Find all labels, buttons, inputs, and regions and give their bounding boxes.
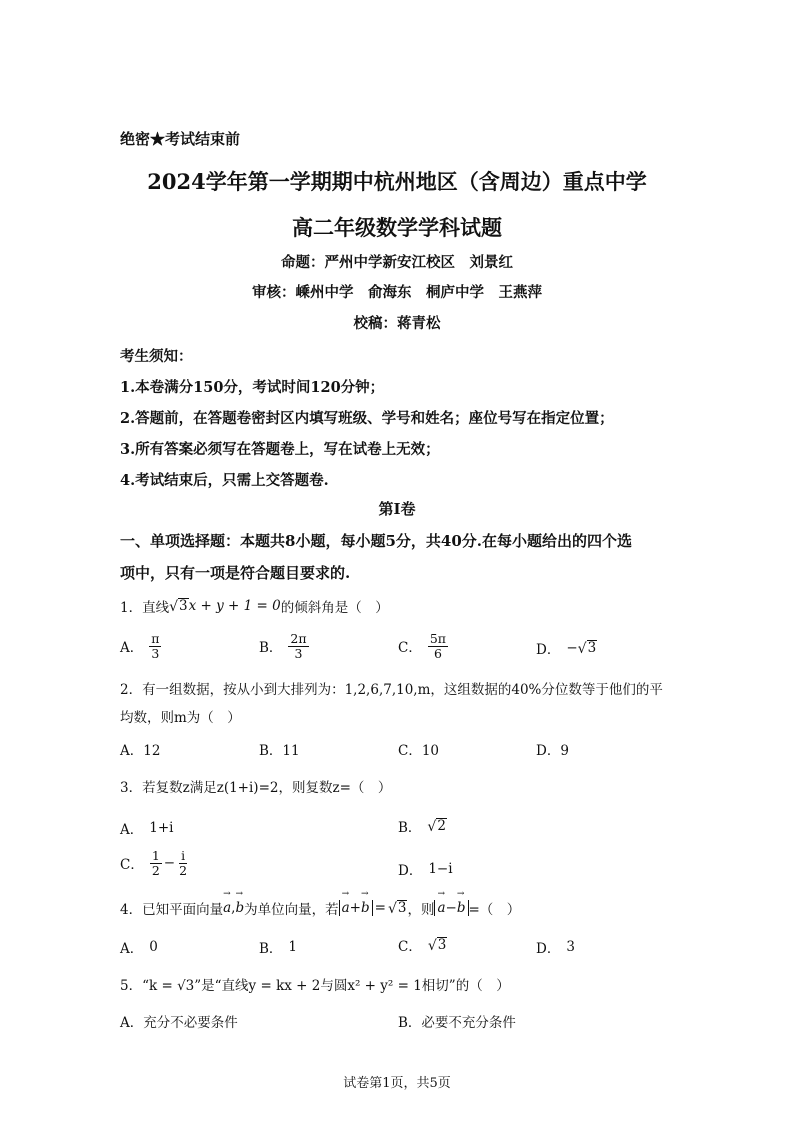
notice-item-1: 1.本卷满分150分，考试时间120分钟； bbox=[120, 379, 385, 396]
question-2-line1: 2．有一组数据，按从小到大排列为：1,2,6,7,10,m，这组数据的40%分位数等于他们的平 bbox=[120, 682, 663, 698]
notice-item-2: 2.答题前，在答题卷密封区内填写班级、学号和姓名；座位号写在指定位置； bbox=[120, 410, 614, 427]
q1-option-b: B． $\frac{2\pi}{3}$ bbox=[259, 631, 307, 661]
reviewer-line: 审核：嵊州中学 俞海东 桐庐中学 王燕萍 bbox=[252, 284, 542, 301]
q4-option-c: C． √ 3 bbox=[398, 936, 447, 955]
notice-item-4: 4.考试结束后，只需上交答题卷. bbox=[120, 472, 329, 489]
q1-number: 1． bbox=[120, 600, 143, 616]
question-1 bbox=[120, 596, 389, 616]
question-5: 5．“k = √3”是“直线y = kx + 2与圆x² + y² = 1相切”的（ ） bbox=[120, 978, 510, 994]
volume-title: 第Ⅰ卷 bbox=[378, 500, 416, 518]
q3-option-a: A． 1+i bbox=[120, 820, 174, 838]
q5-option-a: A．充分不必要条件 bbox=[120, 1015, 238, 1031]
proofreader-line: 校稿：蒋青松 bbox=[353, 315, 441, 332]
exam-title-line2: 高二年级数学学科试题 bbox=[292, 215, 502, 240]
q2-option-a: A．12 bbox=[120, 743, 161, 759]
q3-option-c: C． $\frac{1}{2}$ − $\frac{i}{2}$ bbox=[120, 848, 188, 878]
page-footer: 试卷第1页，共5页 bbox=[343, 1076, 451, 1091]
question-3: 3．若复数z满足z(1+i)=2，则复数z=（ ） bbox=[120, 780, 392, 796]
q1-option-a: A． $\frac{\pi}{3}$ bbox=[120, 631, 160, 661]
part1-instructions-line1: 一、单项选择题：本题共8小题，每小题5分，共40分.在每小题给出的四个选 bbox=[120, 532, 632, 550]
question-2-line2: 均数，则m为（ ） bbox=[120, 710, 241, 726]
q4-option-a: A． 0 bbox=[120, 939, 158, 957]
part1-instructions-line2: 项中，只有一项是符合题目要求的. bbox=[120, 564, 351, 582]
q2-option-b: B．11 bbox=[259, 743, 300, 759]
question-4: 4．已知平面向量 → a , → b 为单位向量，若 → a+→ b = √ 3 ，则 → a−→ b =（ ） bbox=[120, 898, 520, 918]
q4-option-d: D． 3 bbox=[536, 939, 575, 957]
q1-option-d: D． − √ 3 bbox=[536, 639, 597, 658]
notice-title: 考生须知： bbox=[120, 348, 193, 365]
q2-option-c: C．10 bbox=[398, 743, 440, 759]
q1-sqrt: √ 3 bbox=[169, 597, 188, 616]
author-line: 命题：严州中学新安江校区 刘景红 bbox=[281, 254, 513, 271]
q1-post: 的倾斜角是（ ） bbox=[280, 600, 389, 616]
exam-title-line1: 2024学年第一学期期中杭州地区（含周边）重点中学 bbox=[147, 169, 647, 194]
q1-equation: x + y + 1 = 0 bbox=[188, 598, 281, 614]
q2-option-d: D．9 bbox=[536, 743, 569, 759]
q3-option-d: D． 1−i bbox=[398, 861, 453, 879]
notice-item-3: 3.所有答案必须写在答题卷上，写在试卷上无效； bbox=[120, 441, 440, 458]
q3-option-b: B． √ 2 bbox=[398, 817, 446, 836]
q1-option-c: C． $\frac{5\pi}{6}$ bbox=[398, 631, 447, 661]
confidential-label: 绝密★考试结束前 bbox=[120, 130, 241, 148]
q5-option-b: B．必要不充分条件 bbox=[398, 1015, 516, 1031]
q1-pre: 直线 bbox=[142, 600, 170, 616]
q4-option-b: B． 1 bbox=[259, 939, 298, 957]
